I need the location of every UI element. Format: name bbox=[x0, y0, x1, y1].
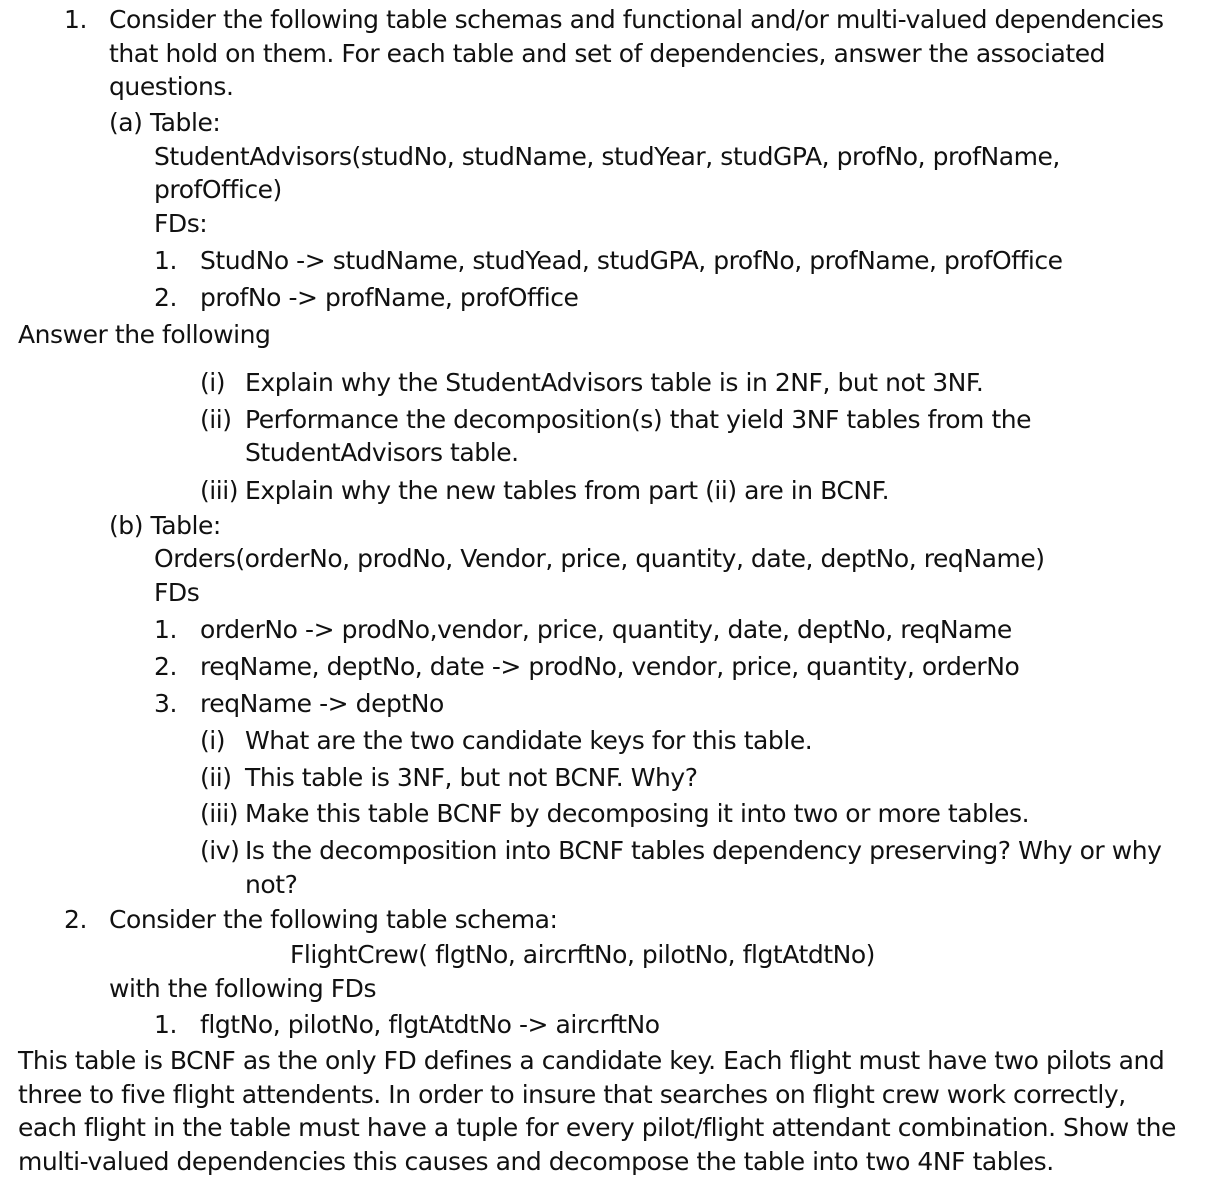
part-a-question-iii: Explain why the new tables from part (ii) are in BCNF. bbox=[245, 476, 890, 505]
part-a-fds-label: FDs: bbox=[154, 209, 208, 238]
part-b-question-ii-number: (ii) bbox=[200, 763, 232, 792]
q1-number: 1. bbox=[64, 5, 87, 34]
q2-number: 2. bbox=[64, 905, 87, 934]
part-b-question-iii: Make this table BCNF by decomposing it into two or more tables. bbox=[245, 799, 1030, 828]
part-b-question-ii: This table is 3NF, but not BCNF. Why? bbox=[245, 763, 698, 792]
part-b-fds-label: FDs bbox=[154, 578, 200, 607]
q1-intro-line-1: Consider the following table schemas and functional and/or multi-valued dependencies bbox=[109, 5, 1164, 34]
part-a-question-ii-line-2: StudentAdvisors table. bbox=[245, 438, 519, 467]
part-b-question-iv-line-1: Is the decomposition into BCNF tables dependency preserving? Why or why bbox=[245, 836, 1162, 865]
part-b-question-iv-line-2: not? bbox=[245, 870, 298, 899]
part-b-fd-1: orderNo -> prodNo,vendor, price, quantity, date, deptNo, reqName bbox=[200, 615, 1012, 644]
q1-intro-line-3: questions. bbox=[109, 72, 234, 101]
q2-paragraph-line-1: This table is BCNF as the only FD defines a candidate key. Each flight must have two pilots and bbox=[18, 1046, 1165, 1075]
part-a-question-ii-line-1: Performance the decomposition(s) that yield 3NF tables from the bbox=[245, 405, 1032, 434]
part-a-schema-line-1: StudentAdvisors(studNo, studName, studYear, studGPA, profNo, profName, bbox=[154, 142, 1060, 171]
part-b-fd-3: reqName -> deptNo bbox=[200, 689, 444, 718]
part-b-fd-1-number: 1. bbox=[154, 615, 177, 644]
answer-prompt: Answer the following bbox=[18, 320, 271, 349]
part-a-label: (a) Table: bbox=[109, 108, 221, 137]
q2-intro: Consider the following table schema: bbox=[109, 905, 558, 934]
part-b-question-iii-number: (iii) bbox=[200, 799, 239, 828]
part-a-fd-1: StudNo -> studName, studYead, studGPA, profNo, profName, profOffice bbox=[200, 246, 1063, 275]
part-a-question-iii-number: (iii) bbox=[200, 476, 239, 505]
part-a-fd-1-number: 1. bbox=[154, 246, 177, 275]
part-b-question-iv-number: (iv) bbox=[200, 836, 240, 865]
part-a-fd-2: profNo -> profName, profOffice bbox=[200, 283, 579, 312]
part-b-label: (b) Table: bbox=[109, 511, 221, 540]
part-b-schema: Orders(orderNo, prodNo, Vendor, price, quantity, date, deptNo, reqName) bbox=[154, 544, 1045, 573]
q2-schema: FlightCrew( flgtNo, aircrftNo, pilotNo, flgtAtdtNo) bbox=[290, 940, 875, 969]
part-a-fd-2-number: 2. bbox=[154, 283, 177, 312]
part-a-question-i-number: (i) bbox=[200, 368, 226, 397]
part-b-fd-3-number: 3. bbox=[154, 689, 177, 718]
part-b-question-i-number: (i) bbox=[200, 726, 226, 755]
part-a-question-ii-number: (ii) bbox=[200, 405, 232, 434]
part-a-question-i: Explain why the StudentAdvisors table is in 2NF, but not 3NF. bbox=[245, 368, 984, 397]
part-b-fd-2: reqName, deptNo, date -> prodNo, vendor, price, quantity, orderNo bbox=[200, 652, 1020, 681]
part-b-fd-2-number: 2. bbox=[154, 652, 177, 681]
q2-paragraph-line-3: each flight in the table must have a tuple for every pilot/flight attendant combination. Show the bbox=[18, 1113, 1176, 1142]
part-b-question-i: What are the two candidate keys for this table. bbox=[245, 726, 813, 755]
q2-fd-1: flgtNo, pilotNo, flgtAtdtNo -> aircrftNo bbox=[200, 1010, 660, 1039]
part-a-schema-line-2: profOffice) bbox=[154, 175, 282, 204]
q1-intro-line-2: that hold on them. For each table and set of dependencies, answer the associated bbox=[109, 39, 1106, 68]
q2-fds-intro: with the following FDs bbox=[109, 974, 377, 1003]
q2-fd-1-number: 1. bbox=[154, 1010, 177, 1039]
q2-paragraph-line-4: multi-valued dependencies this causes and decompose the table into two 4NF tables. bbox=[18, 1147, 1054, 1176]
q2-paragraph-line-2: three to five flight attendents. In order to insure that searches on flight crew work correctly, bbox=[18, 1080, 1126, 1109]
